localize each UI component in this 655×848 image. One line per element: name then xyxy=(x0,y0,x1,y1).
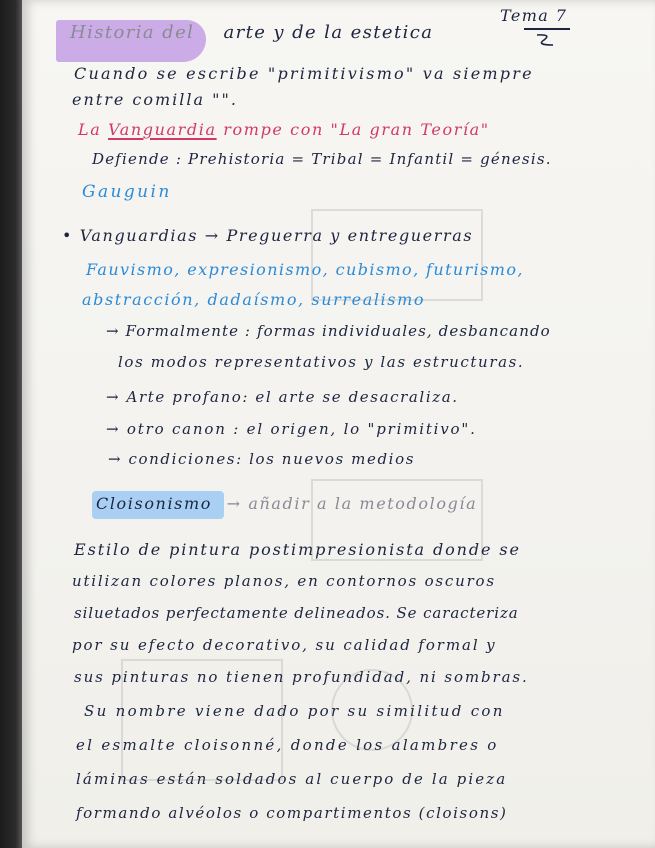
paragraph-line: por su efecto decorativo, su calidad formal y xyxy=(72,636,497,654)
paragraph-line: el esmalte cloisonné, donde los alambres o xyxy=(76,736,499,754)
header-title-highlighted: Historia del xyxy=(70,22,195,43)
paragraph-line: Estilo de pintura postimpresionista donde se xyxy=(74,540,521,559)
text-line: Defiende : Prehistoria = Tribal = Infantil = génesis. xyxy=(92,150,552,168)
text-line: → condiciones: los nuevos medios xyxy=(108,450,416,468)
text-line: → otro canon : el origen, lo "primitivo". xyxy=(106,420,477,438)
tema-label: Tema 7 xyxy=(500,6,568,25)
tema-squiggle-mark xyxy=(534,32,556,48)
text-line: Cuando se escribe "primitivismo" va siempre xyxy=(74,64,534,83)
tema-underline xyxy=(524,28,570,30)
notebook-binding xyxy=(0,0,22,848)
vanguardia-line-a: La xyxy=(78,120,109,139)
movements-line: Fauvismo, expresionismo, cubismo, futurismo, xyxy=(86,260,524,279)
text-line: → Formalmente : formas individuales, desbancando xyxy=(106,322,551,340)
paragraph-line: siluetados perfectamente delineados. Se caracteriza xyxy=(74,604,519,622)
cloisonismo-heading xyxy=(96,494,477,513)
text-line: • Vanguardias → Preguerra y entreguerras xyxy=(62,226,474,245)
paragraph-line: Su nombre viene dado por su similitud con xyxy=(84,702,505,720)
cloisonismo-word: Cloisonismo xyxy=(96,494,212,513)
vanguardia-line xyxy=(78,120,490,139)
paragraph-line: formando alvéolos o compartimentos (cloisons) xyxy=(76,804,508,822)
gauguin-label: Gauguin xyxy=(82,182,172,202)
movements-line: abstracción, dadaísmo, surrealismo xyxy=(82,290,426,309)
vanguardia-line-c: rompe con "La gran Teoría" xyxy=(216,120,490,139)
text-line: los modos representativos y las estructuras. xyxy=(118,353,525,371)
paragraph-line: utilizan colores planos, en contornos oscuros xyxy=(72,572,496,590)
cloisonismo-note: → añadir a la metodología xyxy=(220,494,478,513)
paragraph-line: láminas están soldados al cuerpo de la pieza xyxy=(76,770,508,788)
header-title xyxy=(70,22,433,43)
text-line: entre comilla "". xyxy=(72,90,238,109)
text-line: → Arte profano: el arte se desacraliza. xyxy=(106,388,459,406)
header-title-rest: arte y de la estetica xyxy=(223,22,434,43)
notebook-page xyxy=(22,0,655,848)
vanguardia-word: Vanguardia xyxy=(108,120,217,139)
paragraph-line: sus pinturas no tienen profundidad, ni sombras. xyxy=(74,668,529,686)
